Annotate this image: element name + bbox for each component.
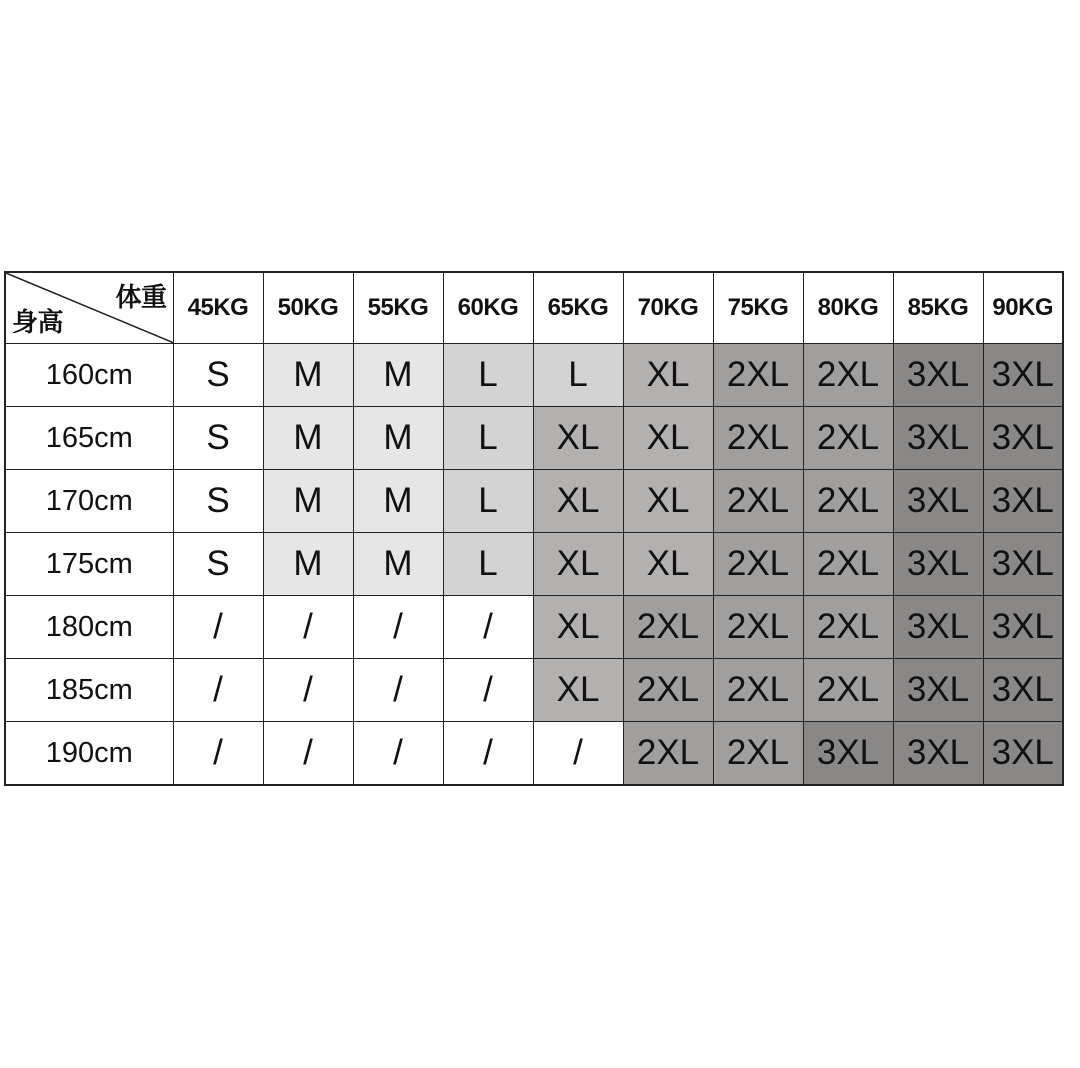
size-cell: XL [623,344,713,407]
size-cell: M [263,533,353,596]
table-row [5,533,1063,596]
size-cell: / [443,722,533,786]
table-row [5,659,1063,722]
size-cell: 3XL [983,407,1063,470]
weight-column-header: 90KG [983,272,1063,344]
size-cell: / [353,722,443,786]
height-row-label: 190cm [5,722,173,786]
height-row-label: 170cm [5,470,173,533]
size-cell: XL [533,470,623,533]
weight-column-header: 70KG [623,272,713,344]
weight-column-header: 60KG [443,272,533,344]
size-cell: 3XL [893,407,983,470]
size-cell: 2XL [803,659,893,722]
size-cell: 3XL [893,533,983,596]
size-cell: S [173,344,263,407]
size-cell: XL [533,659,623,722]
size-cell: 2XL [803,470,893,533]
size-cell: XL [623,533,713,596]
size-cell: S [173,533,263,596]
size-cell: 3XL [803,722,893,786]
size-cell: 3XL [983,533,1063,596]
size-cell: XL [533,533,623,596]
size-cell: M [353,344,443,407]
size-cell: 2XL [803,533,893,596]
size-cell: M [353,407,443,470]
height-row-label: 180cm [5,596,173,659]
weight-column-header: 85KG [893,272,983,344]
size-cell: / [173,659,263,722]
height-header-label: 身高 [12,308,64,338]
size-cell: 2XL [803,344,893,407]
size-cell: M [263,344,353,407]
size-cell: M [353,470,443,533]
size-cell: 2XL [713,407,803,470]
size-cell: XL [623,470,713,533]
size-cell: 3XL [983,470,1063,533]
weight-column-header: 55KG [353,272,443,344]
weight-column-header: 80KG [803,272,893,344]
size-cell: 3XL [983,659,1063,722]
size-cell: 2XL [713,344,803,407]
size-chart-table [4,271,1064,786]
weight-column-header: 75KG [713,272,803,344]
size-cell: 3XL [983,722,1063,786]
size-cell: / [533,722,623,786]
size-cell: 2XL [713,533,803,596]
size-cell: / [353,596,443,659]
weight-column-header: 50KG [263,272,353,344]
size-cell: L [443,470,533,533]
header-row [5,272,1063,344]
weight-column-header: 45KG [173,272,263,344]
height-row-label: 165cm [5,407,173,470]
size-cell: L [443,344,533,407]
size-cell: S [173,470,263,533]
size-cell: 3XL [983,344,1063,407]
size-cell: 2XL [623,722,713,786]
height-row-label: 160cm [5,344,173,407]
size-cell: S [173,407,263,470]
size-cell: L [443,407,533,470]
table-row [5,722,1063,786]
size-cell: M [263,470,353,533]
size-cell: 2XL [713,596,803,659]
size-cell: 2XL [713,659,803,722]
size-cell: / [353,659,443,722]
size-cell: 3XL [893,659,983,722]
size-cell: 3XL [893,344,983,407]
size-cell: / [173,722,263,786]
height-row-label: 185cm [5,659,173,722]
size-cell: M [353,533,443,596]
size-cell: / [263,596,353,659]
height-row-label: 175cm [5,533,173,596]
size-cell: M [263,407,353,470]
size-cell: 3XL [893,722,983,786]
size-cell: XL [533,407,623,470]
size-cell: 3XL [893,596,983,659]
size-cell: 2XL [803,596,893,659]
size-cell: / [173,596,263,659]
size-cell: 2XL [623,596,713,659]
size-cell: 3XL [983,596,1063,659]
size-cell: / [443,596,533,659]
corner-header-cell [5,272,173,344]
table-row [5,470,1063,533]
weight-column-header: 65KG [533,272,623,344]
size-cell: / [443,659,533,722]
size-cell: XL [623,407,713,470]
size-cell: L [443,533,533,596]
size-cell: L [533,344,623,407]
size-cell: 3XL [893,470,983,533]
size-cell: / [263,722,353,786]
weight-header-label: 体重 [115,283,167,313]
size-cell: / [263,659,353,722]
table-row [5,344,1063,407]
size-cell: 2XL [623,659,713,722]
size-cell: 2XL [713,722,803,786]
size-cell: XL [533,596,623,659]
table-row [5,596,1063,659]
size-cell: 2XL [803,407,893,470]
size-cell: 2XL [713,470,803,533]
table-row [5,407,1063,470]
